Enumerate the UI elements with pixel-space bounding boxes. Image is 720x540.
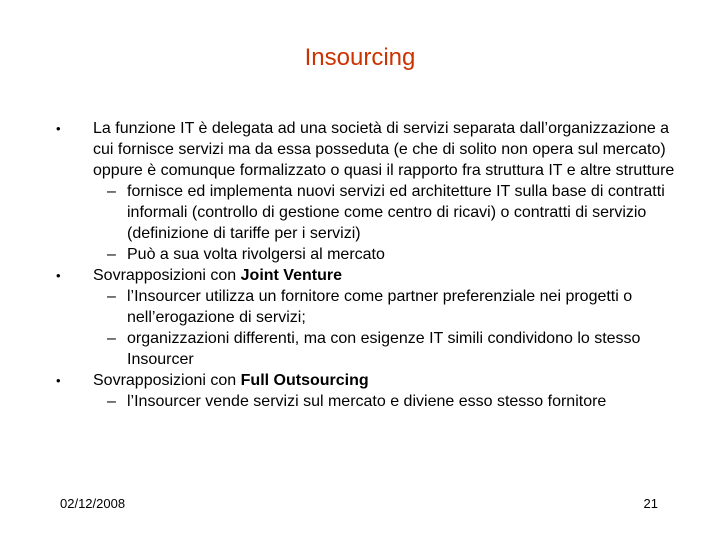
bullet-text-prefix: Sovrapposizioni con — [93, 372, 241, 389]
slide-title: Insourcing — [304, 44, 416, 71]
page-number: 21 — [643, 496, 658, 511]
sub-bullet-marker: – — [107, 246, 116, 263]
sub-bullet-text: organizzazioni differenti, ma con esigenze IT simili condividono lo stesso Insourcer — [127, 330, 641, 368]
sub-bullet-text: l’Insourcer vende servizi sul mercato e diviene esso stesso fornitore — [127, 393, 607, 410]
bullet-text: La funzione IT è delegata ad una società di servizi separata dall’organizzazione a cui fornisce servizi ma da essa posseduta (e che di solito non opera sul mercato) oppure è comunque formalizzato o quasi il rapporto fra struttura IT e altre strutture — [93, 120, 675, 179]
sub-bullet-text: l’Insourcer utilizza un fornitore come partner preferenziale nei progetti o nell’erogazione di servizi; — [127, 288, 633, 326]
sub-bullet-marker: – — [107, 288, 116, 305]
footer-date: 02/12/2008 — [60, 496, 126, 511]
bullet-text-prefix: Sovrapposizioni con — [93, 267, 241, 284]
bullet-marker: • — [56, 121, 61, 136]
bullet-text-bold: Full Outsourcing — [240, 372, 369, 389]
bullet-marker: • — [56, 373, 61, 388]
sub-bullet-text: Può a sua volta rivolgersi al mercato — [127, 246, 385, 263]
sub-bullet-item — [56, 286, 676, 328]
bullet-text-bold: Joint Venture — [240, 267, 342, 284]
bullet-marker: • — [56, 268, 61, 283]
bullet-item — [56, 265, 676, 286]
sub-bullet-text: fornisce ed implementa nuovi servizi ed architetture IT sulla base di contratti informali (controllo di gestione come centro di ricavi) o contratti di servizio (definizione di tariffe per i servizi) — [127, 183, 665, 242]
sub-bullet-item — [56, 244, 676, 265]
bullet-item — [56, 118, 676, 181]
sub-bullet-item — [56, 328, 676, 370]
bullet-item — [56, 370, 676, 391]
bullet-list — [56, 118, 676, 412]
sub-bullet-marker: – — [107, 330, 116, 347]
sub-bullet-marker: – — [107, 393, 116, 410]
sub-bullet-marker: – — [107, 183, 116, 200]
sub-bullet-item — [56, 391, 676, 412]
sub-bullet-item — [56, 181, 676, 244]
